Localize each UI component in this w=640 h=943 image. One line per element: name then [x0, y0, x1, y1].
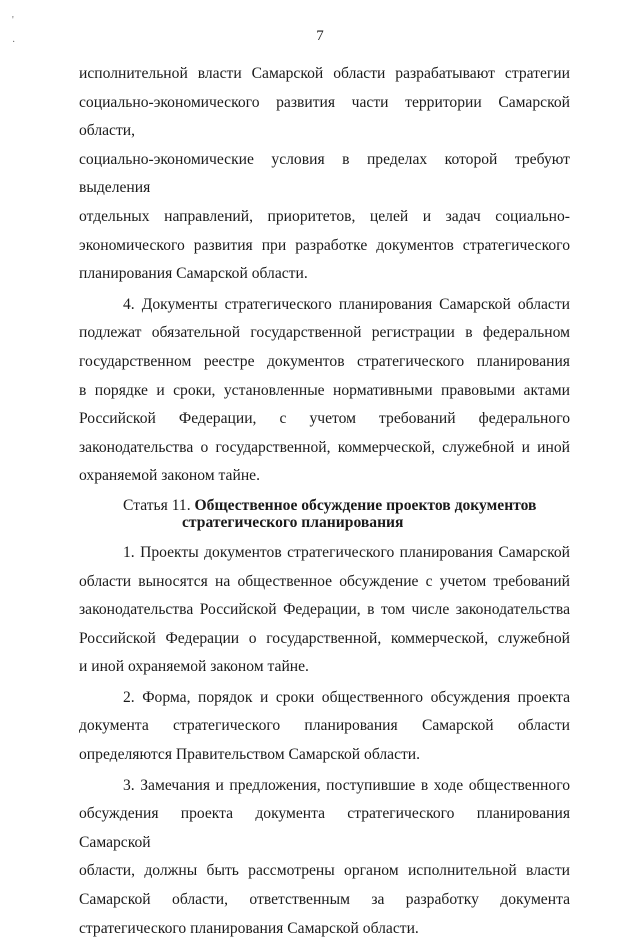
article-heading-row: [79, 497, 570, 514]
text-line: в порядке и сроки, установленные нормативными правовыми актами: [79, 381, 570, 399]
article-heading: [79, 491, 570, 539]
text-line: Российской Федерации о государственной, коммерческой, служебной: [79, 629, 570, 647]
paragraph-item-4: [79, 291, 570, 491]
text-line: подлежат обязательной государственной регистрации в федеральном: [79, 324, 570, 342]
text-line: определяются Правительством Самарской области.: [79, 746, 421, 764]
page-number: 7: [316, 28, 324, 44]
paragraph-continuation: [79, 60, 570, 289]
text-line: 2. Форма, порядок и сроки общественного обсуждения проекта: [123, 688, 570, 706]
paragraph-item-1: [79, 539, 570, 682]
article-label: Статья 11.: [123, 496, 191, 514]
text-line: Самарской области, ответственным за разработку документа: [79, 891, 570, 909]
text-line: обсуждения проекта документа стратегического планирования Самарской: [79, 805, 570, 851]
text-line: Российской Федерации, с учетом требований федерального: [79, 410, 570, 428]
text-line: государственном реестре документов стратегического планирования: [79, 352, 570, 370]
text-line: 1. Проекты документов стратегического планирования Самарской: [123, 543, 570, 561]
text-line: законодательства Российской Федерации, в том числе законодательства: [79, 601, 570, 619]
text-line: отдельных направлений, приоритетов, целей и задач социально-: [79, 207, 570, 225]
margin-mark: ·: [12, 37, 16, 48]
text-line: социально-экономического развития части территории Самарской области,: [79, 93, 570, 140]
text-line: и иной охраняемой законом тайне.: [79, 658, 309, 676]
article-title-continued: стратегического планирования: [182, 513, 404, 531]
text-line: исполнительной власти Самарской области разрабатывают стратегии: [79, 65, 570, 82]
text-line: области выносятся на общественное обсуждение с учетом требований: [79, 572, 570, 590]
text-line: охраняемой законом тайне.: [79, 467, 260, 485]
text-line: области, должны быть рассмотрены органом исполнительной власти: [79, 862, 570, 880]
text-line: документа стратегического планирования Самарской области: [79, 717, 570, 735]
text-line: экономического развития при разработке документов стратегического: [79, 236, 570, 254]
paragraph-item-2: [79, 684, 570, 770]
text-line: стратегического планирования Самарской области.: [79, 919, 419, 937]
text-line: 3. Замечания и предложения, поступившие в ходе общественного: [123, 776, 570, 794]
paragraph-item-3: [79, 772, 570, 943]
margin-mark: ': [12, 15, 14, 26]
text-line: социально-экономические условия в пределах которой требуют выделения: [79, 150, 570, 197]
text-line: планирования Самарской области.: [79, 265, 308, 283]
document-body: [79, 60, 570, 943]
text-line: 4. Документы стратегического планирования Самарской области: [123, 295, 570, 313]
text-line: законодательства о государственной, коммерческой, служебной и иной: [79, 438, 570, 456]
article-title: Общественное обсуждение проектов документов: [194, 496, 537, 514]
